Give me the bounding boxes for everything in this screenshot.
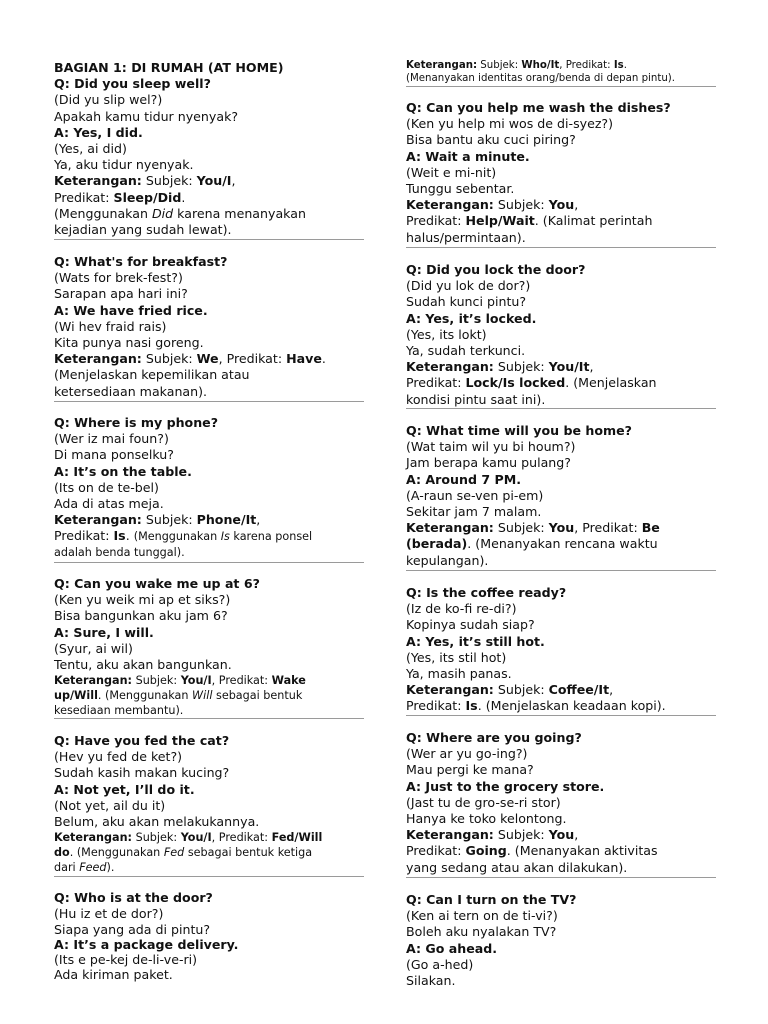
note-label: Keterangan: <box>406 520 494 536</box>
qa-block-tv <box>406 892 716 989</box>
note-text: . (Menjelaskan keadaan kopi). <box>477 698 666 714</box>
answer-pronunciation: (Its on de te-bel) <box>54 479 159 495</box>
question-translation: Sudah kasih makan kucing? <box>54 765 230 781</box>
note-line <box>406 520 716 536</box>
answer-translation: Hanya ke toko kelontong. <box>406 811 567 827</box>
question-pronunciation: (Did yu slip wel?) <box>54 92 163 108</box>
divider <box>406 247 716 248</box>
note-text: , <box>256 512 261 528</box>
answer: A: Sure, I will. <box>54 624 154 640</box>
note-subject: We <box>196 351 219 367</box>
note-text: Predikat: <box>406 698 466 714</box>
note-text: . <box>181 189 186 205</box>
note-subject: You/I <box>196 173 232 189</box>
note-label: Keterangan: <box>406 197 494 213</box>
note-predicate: Lock/Is locked <box>465 375 566 391</box>
note-line <box>54 673 364 688</box>
answer: A: Yes, I did. <box>54 124 143 140</box>
note-text: , <box>231 173 236 189</box>
note-text: karena menanyakan <box>173 205 306 221</box>
answer: A: Yes, it’s locked. <box>406 310 537 326</box>
note-text: Predikat: <box>54 189 114 205</box>
note-text: , <box>574 197 579 213</box>
note-text: dari <box>54 861 80 875</box>
answer-pronunciation: (Wi hev fraid rais) <box>54 318 167 334</box>
answer-pronunciation: (Jast tu de gro-se-ri stor) <box>406 794 561 810</box>
question-translation: Sudah kunci pintu? <box>406 294 527 310</box>
note-emphasis: Will <box>192 689 213 703</box>
answer: A: Wait a minute. <box>406 148 530 164</box>
note-text: (Menggunakan <box>54 205 152 221</box>
qa-block-sleep <box>54 60 364 238</box>
divider <box>54 876 364 877</box>
answer: A: Yes, it’s still hot. <box>406 633 545 649</box>
note-predicate: (berada) <box>406 536 468 552</box>
note-line <box>54 206 364 222</box>
answer: A: Not yet, I’ll do it. <box>54 781 195 797</box>
note-text: sebagai bentuk ketiga <box>184 846 313 860</box>
note-subject: Coffee/It <box>548 682 610 698</box>
divider <box>54 401 364 402</box>
question: Q: What's for breakfast? <box>54 254 228 269</box>
answer-pronunciation: (Yes, its stil hot) <box>406 649 507 665</box>
note-label: Keterangan: <box>54 351 142 367</box>
note-subject: You <box>548 827 575 843</box>
note-text: Subjek: <box>493 520 549 536</box>
note-text: Subjek: <box>493 682 549 698</box>
note-line <box>406 359 716 375</box>
divider <box>406 877 716 878</box>
answer-translation: Ya, masih panas. <box>406 666 512 682</box>
note-line: yang sedang atau akan dilakukan). <box>406 859 628 875</box>
note-text: Subjek: <box>493 197 549 213</box>
answer: A: Go ahead. <box>406 940 498 956</box>
note-predicate: Be <box>641 520 660 536</box>
question-pronunciation: (Ken yu weik mi ap et siks?) <box>54 592 231 608</box>
note-text: Subjek: <box>477 60 522 71</box>
note-text: Subjek: <box>132 831 181 845</box>
note-line: ketersediaan makanan). <box>54 383 208 399</box>
note-line <box>406 698 716 714</box>
note-label: Keterangan: <box>406 359 494 375</box>
note-line: kesediaan membantu). <box>54 704 184 718</box>
divider <box>406 408 716 409</box>
note-line <box>406 682 716 698</box>
note-text: ). <box>106 861 115 875</box>
qa-block-breakfast <box>54 254 364 400</box>
question-translation: Boleh aku nyalakan TV? <box>406 924 557 940</box>
section-heading: BAGIAN 1: DI RUMAH (AT HOME) <box>54 60 284 75</box>
note-label: Keterangan: <box>406 827 494 843</box>
divider <box>54 562 364 563</box>
note-text: . (Menggunakan <box>97 689 193 703</box>
note-text: . (Menanyakan aktivitas <box>506 843 658 859</box>
question: Q: Did you sleep well? <box>54 76 211 92</box>
note-label: Keterangan: <box>406 682 494 698</box>
note-text: , Predikat: <box>559 60 614 71</box>
qa-block-coffee <box>406 585 716 715</box>
question: Q: Have you fed the cat? <box>54 733 230 748</box>
question-translation: Kopinya sudah siap? <box>406 617 535 633</box>
note-line: halus/permintaan). <box>406 229 526 245</box>
answer: A: It’s on the table. <box>54 463 192 479</box>
answer-translation: Tunggu sebentar. <box>406 181 515 197</box>
note-text: Predikat: <box>406 375 466 391</box>
note-predicate: do <box>54 846 70 860</box>
note-line <box>406 59 716 72</box>
note-text: . (Menggunakan <box>69 846 164 860</box>
note-text: . (Menjelaskan <box>565 375 657 391</box>
answer-translation: Kita punya nasi goreng. <box>54 335 204 351</box>
note-text: , Predikat: <box>574 520 642 536</box>
note-text: Predikat: <box>406 843 466 859</box>
divider <box>406 86 716 87</box>
answer-translation: Sekitar jam 7 malam. <box>406 504 542 520</box>
note-line: kejadian yang sudah lewat). <box>54 222 232 238</box>
note-line: (Menjelaskan kepemilikan atau <box>54 367 250 383</box>
note-emphasis: Fed <box>163 846 185 860</box>
question-translation: Apakah kamu tidur nyenyak? <box>54 108 239 124</box>
qa-block-door-note <box>406 59 716 85</box>
note-subject: You/I <box>180 831 212 845</box>
note-text: karena ponsel <box>229 530 313 544</box>
question: Q: Where is my phone? <box>54 415 219 430</box>
note-text: , <box>589 359 594 375</box>
qa-block-home <box>406 423 716 569</box>
note-subject: You <box>548 520 575 536</box>
note-text: sebagai bentuk <box>212 689 303 703</box>
question-translation: Siapa yang ada di pintu? <box>54 921 211 937</box>
note-line <box>54 688 364 703</box>
answer-pronunciation: (Syur, ai wil) <box>54 640 133 656</box>
note-predicate: up/Will <box>54 689 98 703</box>
note-subject: Who/It <box>521 60 560 71</box>
question-translation: Bisa bantu aku cuci piring? <box>406 132 576 148</box>
note-emphasis: Feed <box>79 861 107 875</box>
note-label: Keterangan: <box>54 674 133 688</box>
answer-translation: Ya, sudah terkunci. <box>406 343 526 359</box>
note-predicate: Is <box>465 698 478 714</box>
note-text: . <box>125 528 134 544</box>
note-line <box>54 830 364 845</box>
note-line <box>54 528 364 544</box>
question: Q: Did you lock the door? <box>406 262 586 277</box>
answer-translation: Silakan. <box>406 973 456 989</box>
answer-translation: Ada di atas meja. <box>54 496 164 512</box>
answer: A: It’s a package delivery. <box>54 936 239 952</box>
answer-pronunciation: (Weit e mi-nit) <box>406 164 497 180</box>
note-subject: You/It <box>548 359 590 375</box>
note-subject: You/I <box>180 674 212 688</box>
note-line: kondisi pintu saat ini). <box>406 391 546 407</box>
question-translation: Bisa bangunkan aku jam 6? <box>54 608 228 624</box>
note-line: kepulangan). <box>406 552 489 568</box>
note-predicate: Have <box>286 351 322 367</box>
question-translation: Di mana ponselku? <box>54 447 174 463</box>
question-pronunciation: (Wer ar yu go-ing?) <box>406 746 528 762</box>
note-emphasis: Is <box>220 530 230 544</box>
note-line: (Menanyakan identitas orang/benda di depan pintu). <box>406 73 675 84</box>
question: Q: Can I turn on the TV? <box>406 892 577 907</box>
answer: A: We have fried rice. <box>54 302 208 318</box>
note-line: adalah benda tunggal). <box>54 545 185 559</box>
answer-translation: Belum, aku akan melakukannya. <box>54 814 260 830</box>
note-text: , <box>609 682 614 698</box>
question-pronunciation: (Ken ai tern on de ti-vi?) <box>406 908 558 924</box>
note-line <box>54 351 364 367</box>
note-label: Keterangan: <box>406 60 478 71</box>
answer-translation: Ada kiriman paket. <box>54 967 173 983</box>
note-text: , Predikat: <box>218 351 287 367</box>
question: Q: Who is at the door? <box>54 890 213 905</box>
note-predicate: Wake <box>271 674 306 688</box>
answer: A: Just to the grocery store. <box>406 778 605 794</box>
qa-block-dishes <box>406 100 716 246</box>
note-line <box>406 843 716 859</box>
note-text: Subjek: <box>141 351 197 367</box>
note-predicate: Fed/Will <box>271 831 323 845</box>
note-predicate: Sleep/Did <box>113 189 182 205</box>
question-pronunciation: (Ken yu help mi wos de di-syez?) <box>406 116 614 132</box>
question-pronunciation: (Wer iz mai foun?) <box>54 431 169 447</box>
question: Q: What time will you be home? <box>406 423 632 438</box>
answer-pronunciation: (Its e pe-kej de-li-ve-ri) <box>54 952 198 968</box>
note-text: Subjek: <box>141 173 197 189</box>
note-line <box>54 190 364 206</box>
note-label: Keterangan: <box>54 512 142 528</box>
question: Q: Where are you going? <box>406 730 582 745</box>
note-text: (Menggunakan <box>133 530 221 544</box>
answer-pronunciation: (Yes, its lokt) <box>406 326 487 342</box>
answer-pronunciation: (Yes, ai did) <box>54 141 127 157</box>
note-text: Subjek: <box>493 827 549 843</box>
question-translation: Sarapan apa hari ini? <box>54 286 188 302</box>
divider <box>406 570 716 571</box>
answer-pronunciation: (Not yet, ail du it) <box>54 797 166 813</box>
note-text: , <box>574 827 579 843</box>
note-predicate: Is <box>613 60 624 71</box>
divider <box>54 718 364 719</box>
note-line <box>54 512 364 528</box>
question-pronunciation: (Iz de ko-fi re-di?) <box>406 601 517 617</box>
note-text: , Predikat: <box>211 674 272 688</box>
note-label: Keterangan: <box>54 173 142 189</box>
note-line <box>406 375 716 391</box>
note-line <box>406 213 716 229</box>
note-line <box>54 845 364 860</box>
note-predicate: Going <box>465 843 507 859</box>
note-line <box>54 860 364 875</box>
divider <box>406 715 716 716</box>
note-predicate: Is <box>113 528 126 544</box>
question-pronunciation: (Did yu lok de dor?) <box>406 278 531 294</box>
qa-block-door <box>54 890 364 983</box>
question-pronunciation: (Hu iz et de dor?) <box>54 906 164 922</box>
qa-block-cat <box>54 733 364 875</box>
question: Q: Is the coffee ready? <box>406 585 567 600</box>
note-text: Subjek: <box>141 512 197 528</box>
divider <box>54 239 364 240</box>
note-line <box>406 827 716 843</box>
question-pronunciation: (Hev yu fed de ket?) <box>54 749 183 765</box>
note-text: Subjek: <box>493 359 549 375</box>
question-pronunciation: (Wat taim wil yu bi houm?) <box>406 439 576 455</box>
note-text: Subjek: <box>132 674 181 688</box>
question: Q: Can you wake me up at 6? <box>54 576 260 591</box>
note-line <box>406 197 716 213</box>
qa-block-lock <box>406 262 716 408</box>
note-line <box>54 173 364 189</box>
note-text: Predikat: <box>54 528 114 544</box>
qa-block-going <box>406 730 716 876</box>
note-text: , Predikat: <box>211 831 272 845</box>
note-subject: Phone/It <box>196 512 257 528</box>
question-pronunciation: (Wats for brek-fest?) <box>54 270 183 286</box>
answer-translation: Tentu, aku akan bangunkan. <box>54 657 232 673</box>
answer-pronunciation: (A-raun se-ven pi-em) <box>406 487 544 503</box>
question-translation: Mau pergi ke mana? <box>406 762 534 778</box>
note-line <box>406 536 716 552</box>
note-emphasis: Did <box>151 205 174 221</box>
note-label: Keterangan: <box>54 831 133 845</box>
note-text: Predikat: <box>406 213 466 229</box>
note-text: . (Kalimat perintah <box>534 213 653 229</box>
qa-block-phone <box>54 415 364 560</box>
note-text: . <box>623 60 627 71</box>
question-translation: Jam berapa kamu pulang? <box>406 455 571 471</box>
answer: A: Around 7 PM. <box>406 471 522 487</box>
note-text: . <box>321 351 326 367</box>
note-subject: You <box>548 197 575 213</box>
question: Q: Can you help me wash the dishes? <box>406 100 671 115</box>
answer-translation: Ya, aku tidur nyenyak. <box>54 157 194 173</box>
qa-block-wake <box>54 576 364 718</box>
note-text: . (Menanyakan rencana waktu <box>467 536 658 552</box>
answer-pronunciation: (Go a-hed) <box>406 956 474 972</box>
note-predicate: Help/Wait <box>465 213 535 229</box>
